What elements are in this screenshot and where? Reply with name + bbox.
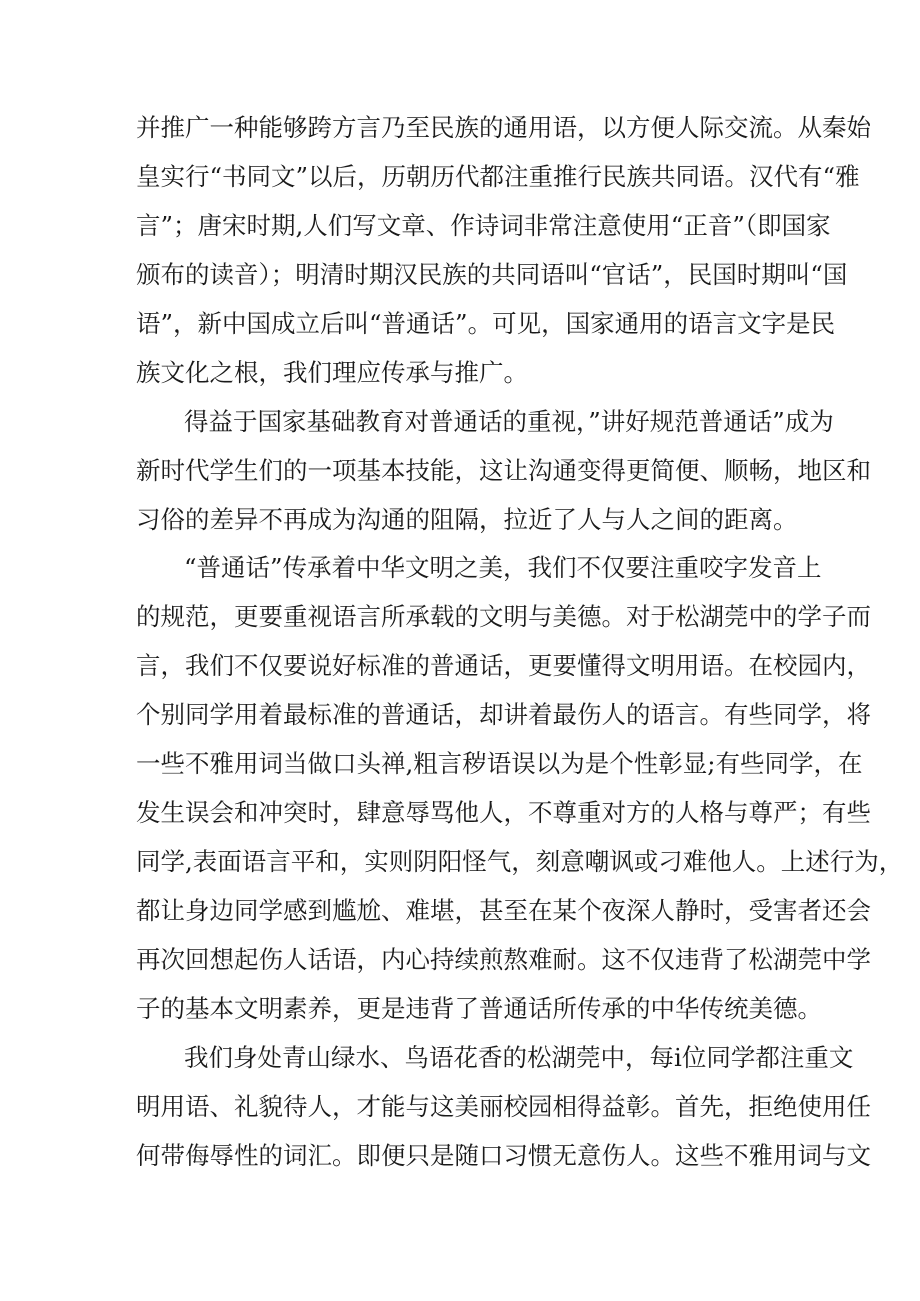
paragraph-2-line-1: 得益于国家基础教育对普通话的重视，”讲好规范普通话”成为 [184, 407, 834, 436]
paragraph-1-line-3: 言”；唐宋时期,人们写文章、作诗词非常注意使用“正音”（即国家 [136, 211, 831, 240]
paragraph-3-line-2: 的规范，更要重视语言所承载的文明与美德。对于松湖莞中的学子而 [136, 602, 871, 631]
paragraph-3-line-6: 发生误会和冲突时，肆意辱骂他人，不尊重对方的人格与尊严；有些 [136, 798, 871, 827]
paragraph-3-line-10: 子的基本文明素养，更是违背了普通话所传承的中华传统美德。 [136, 994, 822, 1023]
paragraph-3-line-7: 同学,表面语言平和，实则阴阳怪气，刻意嘲讽或刁难他人。上述行为， [136, 847, 904, 876]
paragraph-3-line-1: “普通话”传承着中华文明之美，我们不仅要注重咬字发音上 [184, 553, 822, 582]
paragraph-3-line-4: 个别同学用着最标准的普通话，却讲着最伤人的语言。有些同学，将 [136, 700, 871, 729]
paragraph-4-line-1: 我们身处青山绿水、鸟语花香的松湖莞中，每i位同学都注重文 [184, 1043, 854, 1072]
paragraph-3-line-8: 都让身边同学感到尴尬、难堪，甚至在某个夜深人静时，受害者还会 [136, 896, 871, 925]
paragraph-2-line-2: 新时代学生们的一项基本技能，这让沟通变得更简便、顺畅，地区和 [136, 456, 871, 485]
paragraph-2-line-3: 习俗的差异不再成为沟通的阻隔，拉近了人与人之间的距离。 [136, 505, 798, 534]
paragraph-1-line-4: 颁布的读音）；明清时期汉民族的共同语叫“官话”，民国时期叫“国 [136, 260, 848, 289]
paragraph-4-line-3: 何带侮辱性的词汇。即便只是随口习惯无意伤人。这些不雅用词与文 [136, 1141, 871, 1170]
paragraph-1-line-2: 皇实行“书同文”以后，历朝历代都注重推行民族共同语。汉代有“雅 [136, 162, 860, 191]
paragraph-3-line-5: 一些不雅用词当做口头禅,粗言秽语误以为是个性彰显;有些同学，在 [136, 749, 863, 778]
paragraph-1-line-5: 语”，新中国成立后叫“普通话”。可见，国家通用的语言文字是民 [136, 309, 836, 338]
paragraph-4-line-2: 明用语、礼貌待人，才能与这美丽校园相得益彰。首先，拒绝使用任 [136, 1092, 871, 1121]
paragraph-1-line-6: 族文化之根，我们理应传承与推广。 [136, 358, 528, 387]
paragraph-3-line-3: 言，我们不仅要说好标准的普通话，更要懂得文明用语。在校园内， [136, 651, 871, 680]
paragraph-3-line-9: 再次回想起伤人话语，内心持续煎熬难耐。这不仅违背了松湖莞中学 [136, 945, 871, 974]
paragraph-1-line-1: 并推广一种能够跨方言乃至民族的通用语，以方便人际交流。从秦始 [136, 113, 871, 142]
